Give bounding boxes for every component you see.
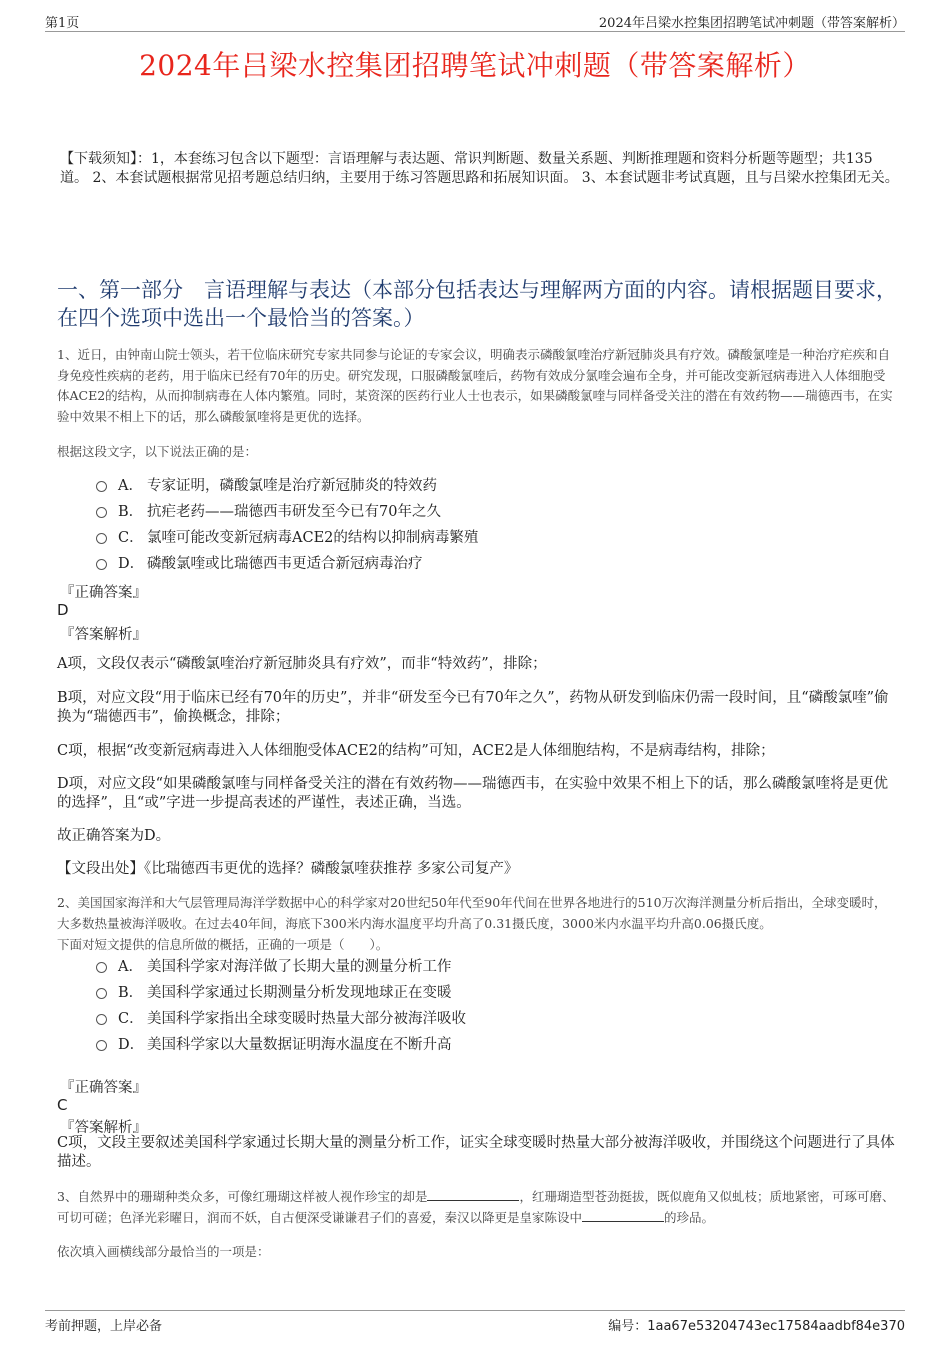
option-letter: C．	[118, 1011, 144, 1027]
question-3-prompt: 依次填入画横线部分最恰当的一项是：	[57, 1244, 270, 1259]
q1-source: 【文段出处】《比瑞德西韦更优的选择？磷酸氯喹获推荐 多家公司复产》	[57, 861, 519, 877]
option-text: 美国科学家指出全球变暖时热量大部分被海洋吸收	[147, 1011, 466, 1027]
q1-analysis-tag: 『答案解析』	[60, 627, 147, 643]
radio-icon[interactable]	[96, 962, 107, 973]
q1-option-d[interactable]	[96, 554, 423, 574]
q2-answer: C	[57, 1096, 68, 1114]
footer-code	[608, 1315, 905, 1334]
option-letter: A．	[118, 959, 143, 975]
option-letter: B．	[118, 504, 144, 520]
q1-option-a[interactable]	[96, 476, 437, 496]
question-2-stem: 2、美国国家海洋和大气层管理局海洋学数据中心的科学家对20世纪50年代至90年代间在世界各地进行的510万次海洋测量分析后指出，全球变暖时，大多数热量被海洋吸收。在过去40年间，海底下300米内海水温度平均升高了0.31摄氏度，3000米内水温平均升高0.06摄氏度。	[57, 895, 887, 931]
fill-blank-2[interactable]	[582, 1208, 664, 1222]
option-letter: B．	[118, 985, 144, 1001]
q3-stem-part1: 3、自然界中的珊瑚种类众多，可像红珊瑚这样被人视作珍宝的却是	[57, 1189, 428, 1204]
footer-divider	[45, 1310, 905, 1311]
footer-code-label: 编号：	[608, 1319, 648, 1334]
option-text: 氯喹可能改变新冠病毒ACE2的结构以抑制病毒繁殖	[147, 530, 479, 546]
radio-icon[interactable]	[96, 481, 107, 492]
option-text: 美国科学家通过长期测量分析发现地球正在变暖	[147, 985, 452, 1001]
option-letter: A．	[118, 478, 143, 494]
q1-analysis-a: A项，文段仅表示“磷酸氯喹治疗新冠肺炎具有疗效”，而非“特效药”，排除；	[57, 656, 547, 672]
header-divider	[45, 31, 905, 32]
radio-icon[interactable]	[96, 1040, 107, 1051]
page-number: 第1页	[45, 16, 80, 31]
q2-answer-tag: 『正确答案』	[60, 1080, 147, 1096]
question-1-stem: 1、近日，由钟南山院士领头，若干位临床研究专家共同参与论证的专家会议，明确表示磷酸氯喹治疗新冠肺炎具有疗效。磷酸氯喹是一种治疗疟疾和自身免疫性疾病的老药，用于临床已经有70年的历史。研究发现，口服磷酸氯喹后，药物有效成分氯喹会遍布全身，并可能改变新冠病毒进入人体细胞受体ACE2的结构，从而抑制病毒在人体内繁殖。同时，某资深的医药行业人士也表示，如果磷酸氯喹与同样备受关注的潜在有效药物——瑞德西韦，在实验中效果不相上下的话，那么磷酸氯喹将是更优的选择。	[57, 347, 893, 424]
q2-analysis: C项，文段主要叙述美国科学家通过长期大量的测量分析工作，证实全球变暖时热量大部分被海洋吸收，并围绕这个问题进行了具体描述。	[57, 1135, 895, 1170]
q2-analysis-tag: 『答案解析』	[60, 1120, 147, 1136]
option-text: 抗疟老药——瑞德西韦研发至今已有70年之久	[147, 504, 441, 520]
option-text: 磷酸氯喹或比瑞德西韦更适合新冠病毒治疗	[147, 556, 423, 572]
radio-icon[interactable]	[96, 1014, 107, 1025]
question-1-prompt: 根据这段文字，以下说法正确的是：	[57, 444, 258, 459]
option-letter: D．	[118, 556, 145, 572]
q1-answer-tag: 『正确答案』	[60, 585, 147, 601]
page-title: 2024年吕梁水控集团招聘笔试冲刺题（带答案解析）	[139, 49, 811, 82]
q1-option-c[interactable]	[96, 528, 478, 548]
section-heading: 一、第一部分 言语理解与表达（本部分包括表达与理解两方面的内容。请根据题目要求，在四个选项中选出一个最恰当的答案。）	[57, 278, 897, 330]
question-3-stem	[57, 1187, 897, 1228]
download-notice: 【下载须知】：1，本套练习包含以下题型：言语理解与表达题、常识判断题、数量关系题、判断推理题和资料分析题等题型；共135道。 2、本套试题根据常见招考题总结归纳，主要用于练习答题思路和拓展知识面。 3、本套试题非考试真题，且与吕梁水控集团无关。	[60, 151, 899, 186]
q2-option-b[interactable]	[96, 983, 452, 1003]
footer-code-value: 1aa67e53204743ec17584aadbf84e370	[647, 1319, 905, 1334]
footer-slogan: 考前押题，上岸必备	[45, 1319, 163, 1334]
option-letter: D．	[118, 1037, 145, 1053]
radio-icon[interactable]	[96, 507, 107, 518]
q3-stem-part3: 的珍品。	[664, 1209, 715, 1225]
q2-option-d[interactable]	[96, 1035, 452, 1055]
fill-blank-1[interactable]	[427, 1187, 519, 1201]
q1-option-b[interactable]	[96, 502, 441, 522]
q1-answer: D	[57, 601, 69, 619]
header-doc-title: 2024年吕梁水控集团招聘笔试冲刺题（带答案解析）	[598, 16, 905, 31]
option-text: 美国科学家以大量数据证明海水温度在不断升高	[147, 1037, 452, 1053]
q1-conclusion: 故正确答案为D。	[57, 828, 171, 844]
radio-icon[interactable]	[96, 988, 107, 999]
q1-analysis-c: C项，根据“改变新冠病毒进入人体细胞受体ACE2的结构”可知，ACE2是人体细胞结构，不是病毒结构，排除；	[57, 743, 775, 759]
q2-option-a[interactable]	[96, 957, 452, 977]
q3-stem-part2: ，红珊瑚造型苍劲挺拔，既似鹿角又似虬枝；质地紧密，可琢可磨、可切可磋；色泽光彩曜日，润而不妖，自古便深受谦谦君子们的喜爱，秦汉以降更是皇家陈设中	[57, 1189, 895, 1225]
radio-icon[interactable]	[96, 533, 107, 544]
option-text: 美国科学家对海洋做了长期大量的测量分析工作	[147, 959, 452, 975]
option-letter: C．	[118, 530, 144, 546]
question-2-prompt: 下面对短文提供的信息所做的概括，正确的一项是（ ）。	[57, 937, 389, 952]
q2-option-c[interactable]	[96, 1009, 466, 1029]
option-text: 专家证明，磷酸氯喹是治疗新冠肺炎的特效药	[147, 478, 437, 494]
q1-analysis-b: B项，对应文段“用于临床已经有70年的历史”，并非“研发至今已有70年之久”，药物从研发到临床仍需一段时间，且“磷酸氯喹”偷换为“瑞德西韦”，偷换概念，排除；	[57, 690, 889, 725]
radio-icon[interactable]	[96, 559, 107, 570]
q1-analysis-d: D项，对应文段“如果磷酸氯喹与同样备受关注的潜在有效药物——瑞德西韦，在实验中效果不相上下的话，那么磷酸氯喹将是更优的选择”，且“或”字进一步提高表述的严谨性，表述正确，当选。	[57, 776, 889, 811]
